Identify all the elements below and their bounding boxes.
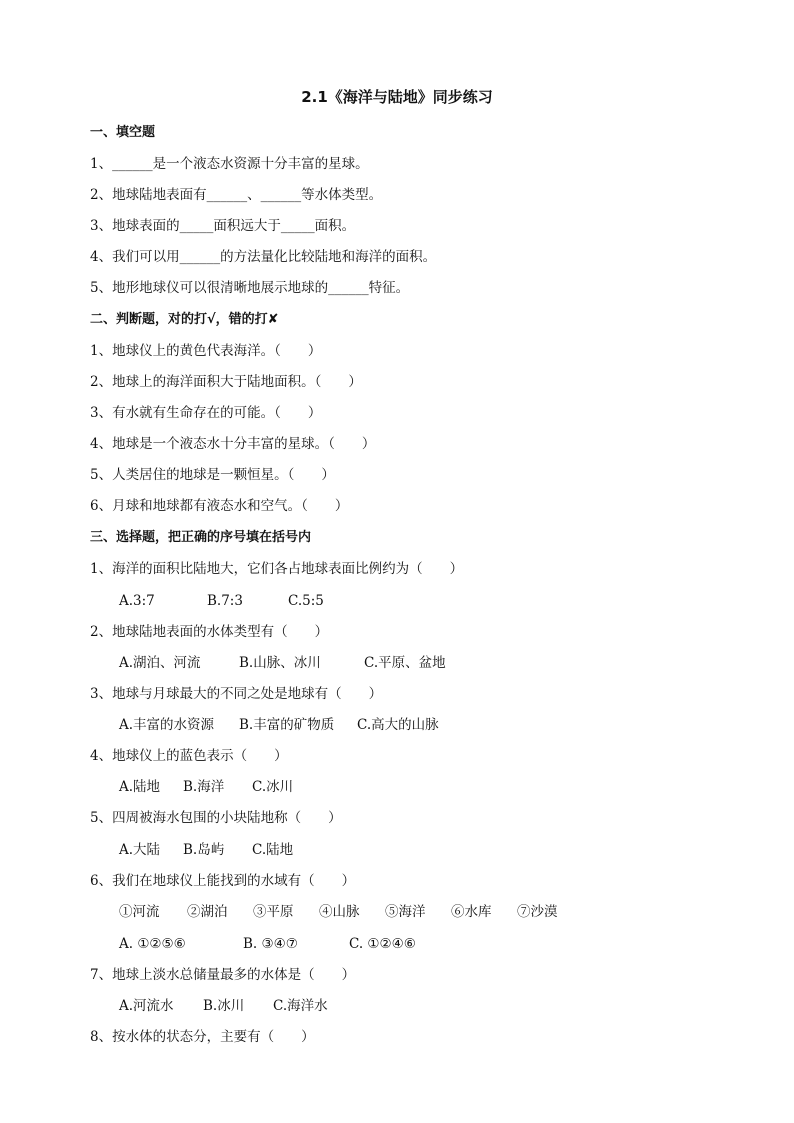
option-b: B.山脉、冰川 <box>239 655 321 671</box>
list-item: ①河流 <box>119 904 160 920</box>
fill-question-4: 4、我们可以用______的方法量化比较陆地和海洋的面积。 <box>90 249 437 265</box>
option-a: A.3:7 <box>119 593 155 609</box>
option-a: A.大陆 <box>119 842 161 858</box>
option-b: B.岛屿 <box>183 842 225 858</box>
choice-question-7: 7、地球上淡水总储量最多的水体是（ ） <box>90 967 356 983</box>
list-item: ⑥水库 <box>451 904 492 920</box>
fill-question-1: 1、______是一个液态水资源十分丰富的星球。 <box>90 156 369 172</box>
option-a: A.丰富的水资源 <box>119 717 215 733</box>
option-a: A.湖泊、河流 <box>119 655 201 671</box>
list-item: ④山脉 <box>319 904 360 920</box>
choice-question-6: 6、我们在地球仪上能找到的水域有（ ） <box>90 873 356 889</box>
option-b: B.冰川 <box>203 998 245 1014</box>
list-item: ②湖泊 <box>187 904 228 920</box>
judge-question-6: 6、月球和地球都有液态水和空气。（ ） <box>90 498 349 514</box>
option-a: A. ①②⑤⑥ <box>119 936 186 952</box>
option-b: B. ③④⑦ <box>243 936 298 952</box>
judge-question-5: 5、人类居住的地球是一颗恒星。（ ） <box>90 467 335 483</box>
option-a: A.河流水 <box>119 998 174 1014</box>
option-c: C.海洋水 <box>273 998 328 1014</box>
choice-question-1: 1、海洋的面积比陆地大，它们各占地球表面比例约为（ ） <box>90 561 464 577</box>
option-a: A.陆地 <box>119 779 161 795</box>
fill-question-2: 2、地球陆地表面有______、______等水体类型。 <box>90 187 383 203</box>
judge-question-3: 3、有水就有生命存在的可能。（ ） <box>90 405 322 421</box>
option-b: B.丰富的矿物质 <box>239 717 335 733</box>
choice-question-3: 3、地球与月球最大的不同之处是地球有（ ） <box>90 686 383 702</box>
judge-question-4: 4、地球是一个液态水十分丰富的星球。（ ） <box>90 436 376 452</box>
section-heading-judge: 二、判断题，对的打√，错的打✘ <box>90 312 279 327</box>
fill-question-3: 3、地球表面的_____面积远大于_____面积。 <box>90 218 356 234</box>
option-c: C.5:5 <box>288 593 324 609</box>
option-c: C.陆地 <box>252 842 294 858</box>
choice-question-4: 4、地球仪上的蓝色表示（ ） <box>90 748 288 764</box>
judge-question-2: 2、地球上的海洋面积大于陆地面积。（ ） <box>90 374 362 390</box>
option-c: C.冰川 <box>252 779 294 795</box>
section-heading-choice: 三、选择题，把正确的序号填在括号内 <box>90 530 312 545</box>
option-b: B.7:3 <box>207 593 243 609</box>
choice-question-5: 5、四周被海水包围的小块陆地称（ ） <box>90 810 342 826</box>
fill-question-5: 5、地形地球仪可以很清晰地展示地球的______特征。 <box>90 280 410 296</box>
judge-question-1: 1、地球仪上的黄色代表海洋。（ ） <box>90 343 322 359</box>
option-b: B.海洋 <box>183 779 225 795</box>
option-c: C.平原、盆地 <box>364 655 446 671</box>
list-item: ⑦沙漠 <box>517 904 558 920</box>
page-title: 2.1《海洋与陆地》同步练习 <box>301 88 493 106</box>
list-item: ⑤海洋 <box>385 904 426 920</box>
choice-question-2: 2、地球陆地表面的水体类型有（ ） <box>90 624 329 640</box>
option-c: C. ①②④⑥ <box>349 936 416 952</box>
list-item: ③平原 <box>253 904 294 920</box>
choice-question-8: 8、按水体的状态分，主要有（ ） <box>90 1029 315 1045</box>
section-heading-fill: 一、填空题 <box>90 125 156 140</box>
option-c: C.高大的山脉 <box>357 717 439 733</box>
